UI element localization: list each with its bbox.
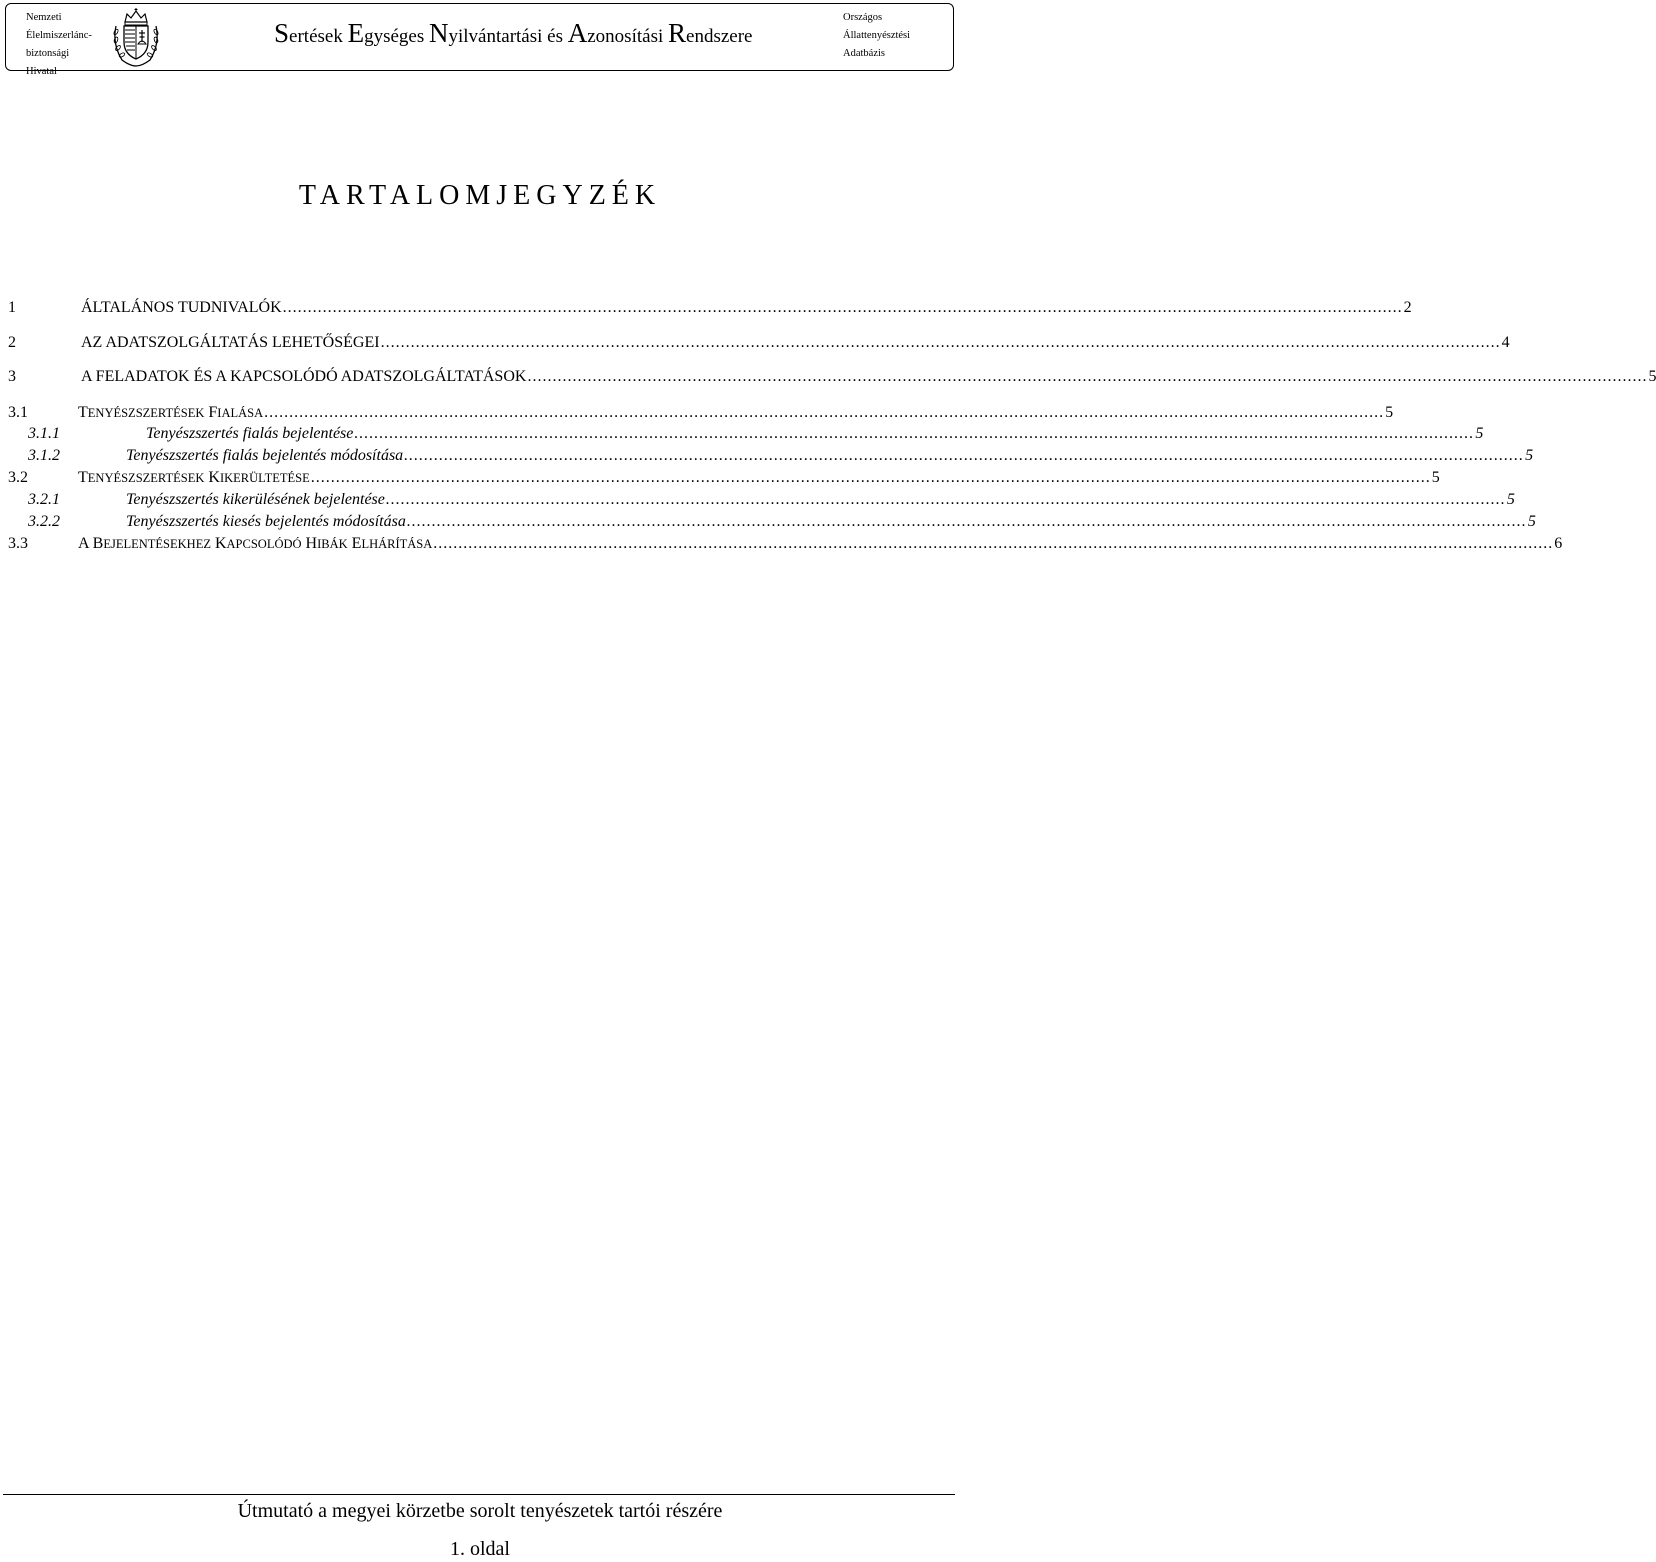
toc-entry[interactable] [8,402,1394,424]
toc-entry-text: A BEJELENTÉSEKHEZ KAPCSOLÓDÓ HIBÁK ELHÁRÍTÁSA [78,535,433,552]
toc-leader-dots [433,533,1553,555]
left-org-line: Élelmiszerlánc- [26,30,92,41]
left-org-line: Nemzeti [26,12,62,23]
toc-entry-page: 5 [1506,491,1515,508]
system-title [274,17,752,53]
toc-entry-page: 4 [1501,334,1510,351]
toc-leader-dots [264,402,1384,424]
toc-leader-dots [381,332,1501,354]
title-initial: S [274,18,290,48]
toc-entry-number: 2 [8,334,16,351]
toc-entry[interactable] [8,423,1484,445]
right-org-line: Állattenyésztési [843,30,911,41]
title-word: zonosítási [587,26,668,47]
toc-entry[interactable] [8,297,1412,319]
toc-leader-dots [404,445,1524,467]
toc-leader-dots [407,511,1527,533]
toc-entry-number: 3.2 [8,469,28,486]
toc-leader-dots [311,467,1431,489]
toc-entry-page: 5 [1527,513,1536,530]
title-initial: A [567,18,588,48]
toc-entry[interactable] [8,366,1656,388]
document-header [5,3,954,77]
toc-entry-page: 5 [1431,469,1440,486]
hungarian-coat-of-arms-icon [108,8,164,68]
toc-entry-page: 5 [1475,425,1484,442]
toc-entry-page: 6 [1554,535,1563,552]
footer-guide-title: Útmutató a megyei körzetbe sorolt tenyészetek tartói részére [237,1500,723,1522]
toc-entry-number: 3.1.2 [28,447,60,464]
toc-entry[interactable] [8,332,1510,354]
title-word: yilvántartási és [448,26,568,47]
title-initial: N [429,18,449,48]
toc-entry-text: Tenyészszertés fialás bejelentése [146,425,354,442]
toc-entry-text: AZ ADATSZOLGÁLTATÁS LEHETŐSÉGEI [81,334,380,351]
title-word: endszere [686,26,753,47]
page-number: 1. oldal [450,1538,510,1560]
toc-entry-number: 3.2.1 [28,491,60,508]
right-org-line: Adatbázis [843,48,885,59]
title-initial: E [347,18,365,48]
toc-entry-number: 3.1.1 [28,425,60,442]
toc-entry-number: 3 [8,368,16,385]
toc-leader-dots [354,423,1474,445]
toc-entry-number: 1 [8,299,16,316]
toc-entry-page: 5 [1385,404,1394,421]
toc-entry[interactable] [8,445,1534,467]
toc-entry-text: Tenyészszertés fialás bejelentés módosítása [126,447,404,464]
right-org-line: Országos [843,12,883,23]
toc-entry[interactable] [8,533,1563,555]
left-org-line: biztonsági [26,48,70,59]
toc-entry[interactable] [8,467,1440,489]
toc-leader-dots [283,297,1403,319]
toc-entry-page: 5 [1648,368,1656,385]
title-word: gységes [364,26,429,47]
left-org-line: Hivatal [26,66,57,77]
toc-entry[interactable] [8,489,1515,511]
title-word: ertések [289,26,348,47]
toc-entry-number: 3.3 [8,535,28,552]
toc-entry-text: Tenyészszertés kikerülésének bejelentése [126,491,385,508]
toc-entry-text: ÁLTALÁNOS TUDNIVALÓK [81,299,282,316]
toc-leader-dots [527,366,1647,388]
toc-title: TARTALOMJEGYZÉK [298,180,662,211]
right-organization [843,9,910,63]
left-organization [26,9,111,81]
toc-entry-number: 3.2.2 [28,513,60,530]
toc-entry-text: TENYÉSZSZERTÉSEK KIKERÜLTETÉSE [78,469,310,486]
toc-entry-text: TENYÉSZSZERTÉSEK FIALÁSA [78,404,264,421]
title-initial: R [668,18,687,48]
toc-entry-page: 2 [1403,299,1412,316]
footer-divider [3,1494,955,1495]
toc-entry-text: A FELADATOK ÉS A KAPCSOLÓDÓ ADATSZOLGÁLTATÁSOK [81,368,527,385]
toc-entry-page: 5 [1525,447,1534,464]
toc-entry[interactable] [8,511,1536,533]
toc-entry-number: 3.1 [8,404,28,421]
toc-leader-dots [386,489,1506,511]
toc-entry-text: Tenyészszertés kiesés bejelentés módosítása [126,513,406,530]
